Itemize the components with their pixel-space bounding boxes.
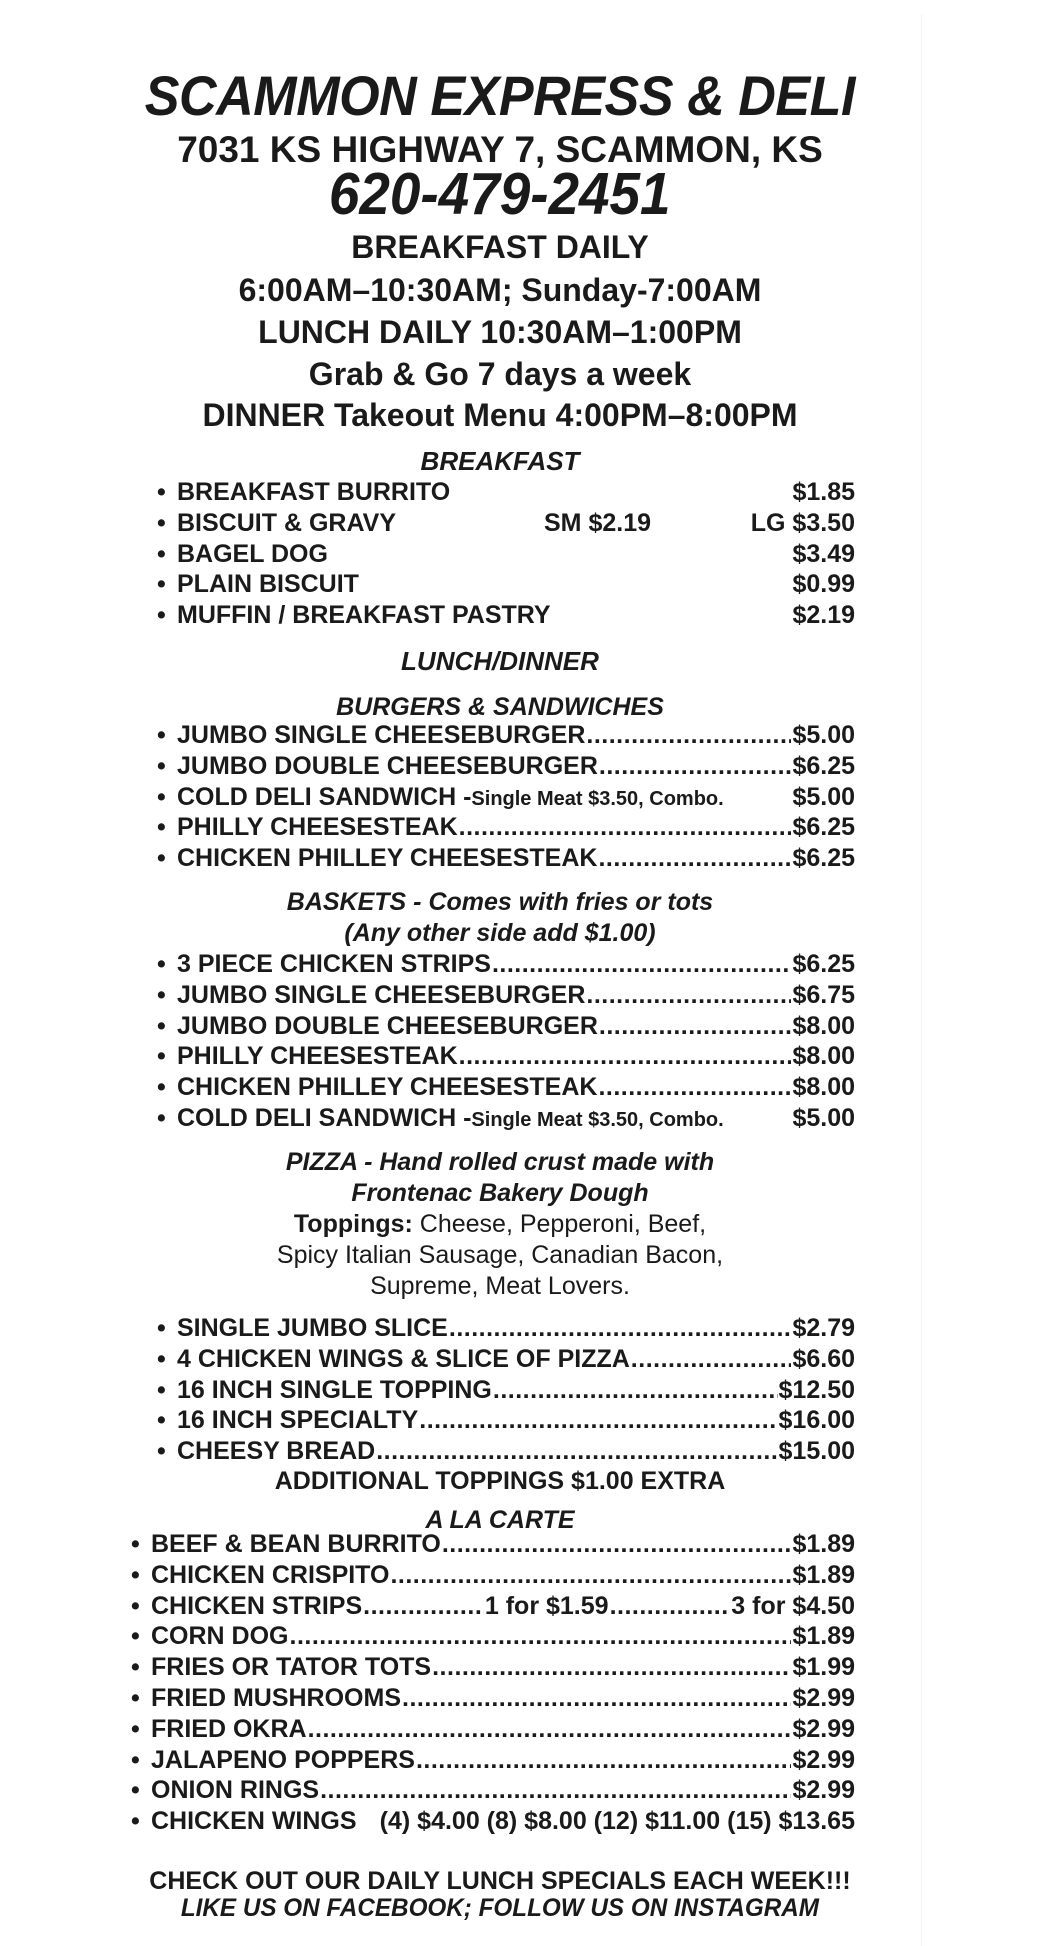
item-price: (4) $4.00 (8) $8.00 (12) $11.00 (15) $13.65 xyxy=(379,1807,855,1835)
menu-item xyxy=(131,1809,855,1834)
bullet-icon: • xyxy=(157,1437,166,1465)
menu-item xyxy=(157,542,855,567)
bullet-icon: • xyxy=(131,1653,140,1681)
dot-leader xyxy=(449,1316,792,1341)
dot-leader xyxy=(459,815,792,840)
bullet-icon: • xyxy=(157,783,166,811)
baskets-note: (Any other side add $1.00) xyxy=(344,919,656,947)
menu-item xyxy=(157,754,855,779)
item-price: 3 for $4.50 xyxy=(731,1592,855,1620)
bullet-icon: • xyxy=(157,813,166,841)
menu-item xyxy=(157,1439,855,1464)
menu-item xyxy=(157,1044,855,1069)
dot-leader xyxy=(459,1044,792,1069)
item-price: $6.75 xyxy=(792,981,855,1009)
item-name: 16 INCH SPECIALTY xyxy=(177,1406,419,1434)
item-name: JUMBO SINGLE CHEESEBURGER xyxy=(177,721,586,749)
menu-item xyxy=(157,785,855,810)
bullet-icon: • xyxy=(157,1104,166,1132)
dot-leader xyxy=(442,1532,792,1557)
bullet-icon: • xyxy=(157,1314,166,1342)
menu-item xyxy=(157,511,855,536)
bullet-icon: • xyxy=(157,1345,166,1373)
item-price: $2.99 xyxy=(792,1715,855,1743)
bullet-icon: • xyxy=(131,1776,140,1804)
dot-leader xyxy=(586,983,791,1008)
item-name: BREAKFAST BURRITO xyxy=(177,478,451,506)
bullet-icon: • xyxy=(157,478,166,506)
menu-item xyxy=(157,1378,855,1403)
item-price: $8.00 xyxy=(792,1042,855,1070)
bullet-icon: • xyxy=(131,1592,140,1620)
bullet-icon: • xyxy=(157,752,166,780)
additional-toppings-note: ADDITIONAL TOPPINGS $1.00 EXTRA xyxy=(274,1467,726,1495)
menu-item xyxy=(131,1748,855,1773)
item-name: CHICKEN WINGS xyxy=(151,1807,357,1835)
bullet-icon: • xyxy=(157,950,166,978)
item-price: $6.25 xyxy=(792,752,855,780)
subsection-heading-baskets: BASKETS - Comes with fries or tots xyxy=(286,888,714,916)
bullet-icon: • xyxy=(157,1073,166,1101)
item-name: JALAPENO POPPERS xyxy=(151,1746,415,1774)
item-name: PHILLY CHEESESTEAK xyxy=(177,1042,458,1070)
bullet-icon: • xyxy=(157,1376,166,1404)
section-heading-breakfast: BREAKFAST xyxy=(420,446,580,476)
menu-item xyxy=(157,1075,855,1100)
bullet-icon: • xyxy=(157,1012,166,1040)
menu-item xyxy=(131,1655,855,1680)
menu-item xyxy=(157,983,855,1008)
item-name: JUMBO DOUBLE CHEESEBURGER xyxy=(177,752,598,780)
item-name: 16 INCH SINGLE TOPPING xyxy=(177,1376,492,1404)
dot-leader xyxy=(308,1717,792,1742)
item-name: PHILLY CHEESESTEAK xyxy=(177,813,458,841)
item-name: BAGEL DOG xyxy=(177,540,328,568)
item-name: FRIES OR TATOR TOTS xyxy=(151,1653,432,1681)
item-price: $1.85 xyxy=(792,478,855,506)
menu-item xyxy=(131,1717,855,1742)
dot-leader xyxy=(432,1655,791,1680)
item-price: $1.99 xyxy=(792,1653,855,1681)
bullet-icon: • xyxy=(157,601,166,629)
item-price: $8.00 xyxy=(792,1012,855,1040)
bullet-icon: • xyxy=(131,1746,140,1774)
social-note: LIKE US ON FACEBOOK; FOLLOW US ON INSTAGRAM xyxy=(180,1894,820,1922)
item-price: $0.99 xyxy=(792,570,855,598)
item-name: CHICKEN PHILLEY CHEESESTEAK xyxy=(177,1073,598,1101)
menu-item xyxy=(131,1563,855,1588)
phone-number: 620-479-2451 xyxy=(329,161,671,227)
item-name: 3 PIECE CHICKEN STRIPS xyxy=(177,950,491,978)
bullet-icon: • xyxy=(157,1042,166,1070)
menu-item xyxy=(157,603,855,628)
dot-leader xyxy=(416,1748,791,1773)
item-price: $5.00 xyxy=(792,1104,855,1132)
bullet-icon: • xyxy=(131,1807,140,1835)
item-price: $2.79 xyxy=(792,1314,855,1342)
dot-leader xyxy=(290,1624,792,1649)
item-name: MUFFIN / BREAKFAST PASTRY xyxy=(177,601,551,629)
item-name: CHEESY BREAD xyxy=(177,1437,376,1465)
item-price: $3.49 xyxy=(792,540,855,568)
dot-leader xyxy=(586,723,791,748)
bullet-icon: • xyxy=(157,981,166,1009)
dot-leader xyxy=(376,1439,777,1464)
bullet-icon: • xyxy=(157,540,166,568)
dot-leader xyxy=(419,1408,777,1433)
item-price-single: 1 for $1.59 xyxy=(484,1592,609,1620)
menu-item xyxy=(131,1778,855,1803)
item-name: SINGLE JUMBO SLICE xyxy=(177,1314,448,1342)
bullet-icon: • xyxy=(157,570,166,598)
dot-leader xyxy=(493,1378,778,1403)
item-name: BISCUIT & GRAVY xyxy=(177,509,396,537)
item-price: $5.00 xyxy=(792,783,855,811)
item-price: $1.89 xyxy=(792,1622,855,1650)
dot-leader xyxy=(598,846,791,871)
item-name: 4 CHICKEN WINGS & SLICE OF PIZZA xyxy=(177,1345,630,1373)
menu-item xyxy=(157,572,855,597)
bullet-icon: • xyxy=(157,844,166,872)
item-price: $6.25 xyxy=(792,844,855,872)
item-price: $1.89 xyxy=(792,1530,855,1558)
dot-leader xyxy=(599,1014,792,1039)
item-note: Single Meat $3.50, Combo. xyxy=(471,1109,724,1131)
subsection-heading-pizza: PIZZA - Hand rolled crust made with xyxy=(285,1148,715,1176)
hours-line: LUNCH DAILY 10:30AM–1:00PM xyxy=(258,314,742,350)
bullet-icon: • xyxy=(131,1530,140,1558)
item-name: CHICKEN PHILLEY CHEESESTEAK xyxy=(177,844,598,872)
pizza-dough-note: Frontenac Bakery Dough xyxy=(351,1179,649,1207)
item-price: $1.89 xyxy=(792,1561,855,1589)
hours-line: Grab & Go 7 days a week xyxy=(308,356,692,392)
item-name: CHICKEN STRIPS xyxy=(151,1592,363,1620)
bullet-icon: • xyxy=(157,721,166,749)
dot-leader xyxy=(402,1686,791,1711)
menu-item xyxy=(131,1686,855,1711)
menu-item xyxy=(131,1594,855,1619)
menu-item xyxy=(157,1347,855,1372)
menu-item xyxy=(157,846,855,871)
menu-item xyxy=(157,1316,855,1341)
subsection-heading-a-la-carte: A LA CARTE xyxy=(425,1506,575,1534)
hours-line: BREAKFAST DAILY xyxy=(351,229,649,265)
item-price: $15.00 xyxy=(778,1437,855,1465)
item-price: $8.00 xyxy=(792,1073,855,1101)
bullet-icon: • xyxy=(131,1684,140,1712)
pizza-toppings: Toppings: Cheese, Pepperoni, Beef, xyxy=(293,1210,707,1238)
dot-leader xyxy=(320,1778,791,1803)
hours-line: 6:00AM–10:30AM; Sunday-7:00AM xyxy=(238,272,762,308)
section-heading-lunch-dinner: LUNCH/DINNER xyxy=(401,646,599,676)
item-name: ONION RINGS xyxy=(151,1776,320,1804)
item-note: Single Meat $3.50, Combo. xyxy=(471,788,724,810)
item-price: $5.00 xyxy=(792,721,855,749)
item-name: COLD DELI SANDWICH - xyxy=(177,1104,472,1132)
item-name: FRIED MUSHROOMS xyxy=(151,1684,401,1712)
bullet-icon: • xyxy=(157,1406,166,1434)
item-name: CORN DOG xyxy=(151,1622,289,1650)
item-name: BEEF & BEAN BURRITO xyxy=(151,1530,441,1558)
dot-leader xyxy=(492,952,791,977)
hours-line: DINNER Takeout Menu 4:00PM–8:00PM xyxy=(202,397,798,433)
subsection-heading-burgers: BURGERS & SANDWICHES xyxy=(336,693,664,721)
address: 7031 KS HIGHWAY 7, SCAMMON, KS xyxy=(177,129,823,170)
dot-leader xyxy=(610,1594,731,1619)
menu-item xyxy=(131,1532,855,1557)
bullet-icon: • xyxy=(157,509,166,537)
menu-item xyxy=(157,815,855,840)
menu-item xyxy=(157,1106,855,1131)
bullet-icon: • xyxy=(131,1561,140,1589)
toppings-label: Toppings: xyxy=(293,1210,413,1238)
item-price: $6.25 xyxy=(792,950,855,978)
item-name: PLAIN BISCUIT xyxy=(177,570,359,598)
menu-item xyxy=(157,1014,855,1039)
menu-item xyxy=(131,1624,855,1649)
business-name: SCAMMON EXPRESS & DELI xyxy=(144,64,856,127)
item-price: $12.50 xyxy=(778,1376,855,1404)
item-name: FRIED OKRA xyxy=(151,1715,307,1743)
item-name: JUMBO DOUBLE CHEESEBURGER xyxy=(177,1012,598,1040)
pizza-toppings: Spicy Italian Sausage, Canadian Bacon, xyxy=(276,1241,724,1269)
item-price: $2.99 xyxy=(792,1746,855,1774)
menu-item xyxy=(157,1408,855,1433)
item-price: $2.19 xyxy=(792,601,855,629)
dot-leader xyxy=(631,1347,792,1372)
bullet-icon: • xyxy=(131,1622,140,1650)
menu-item xyxy=(157,723,855,748)
item-price: $6.25 xyxy=(792,813,855,841)
menu-item xyxy=(157,952,855,977)
item-name: COLD DELI SANDWICH - xyxy=(177,783,472,811)
item-name: JUMBO SINGLE CHEESEBURGER xyxy=(177,981,586,1009)
dot-leader xyxy=(599,754,792,779)
menu-item xyxy=(157,480,855,505)
item-name: CHICKEN CRISPITO xyxy=(151,1561,390,1589)
dot-leader xyxy=(363,1594,484,1619)
item-price: $2.99 xyxy=(792,1684,855,1712)
item-price: LG $3.50 xyxy=(750,509,855,537)
pizza-toppings: Supreme, Meat Lovers. xyxy=(370,1272,630,1300)
specials-note: CHECK OUT OUR DAILY LUNCH SPECIALS EACH WEEK!!! xyxy=(149,1867,851,1895)
item-price: $6.60 xyxy=(792,1345,855,1373)
dot-leader xyxy=(390,1563,791,1588)
item-price: $16.00 xyxy=(778,1406,855,1434)
dot-leader xyxy=(598,1075,791,1100)
item-price: $2.99 xyxy=(792,1776,855,1804)
item-price-small: SM $2.19 xyxy=(544,509,652,537)
bullet-icon: • xyxy=(131,1715,140,1743)
